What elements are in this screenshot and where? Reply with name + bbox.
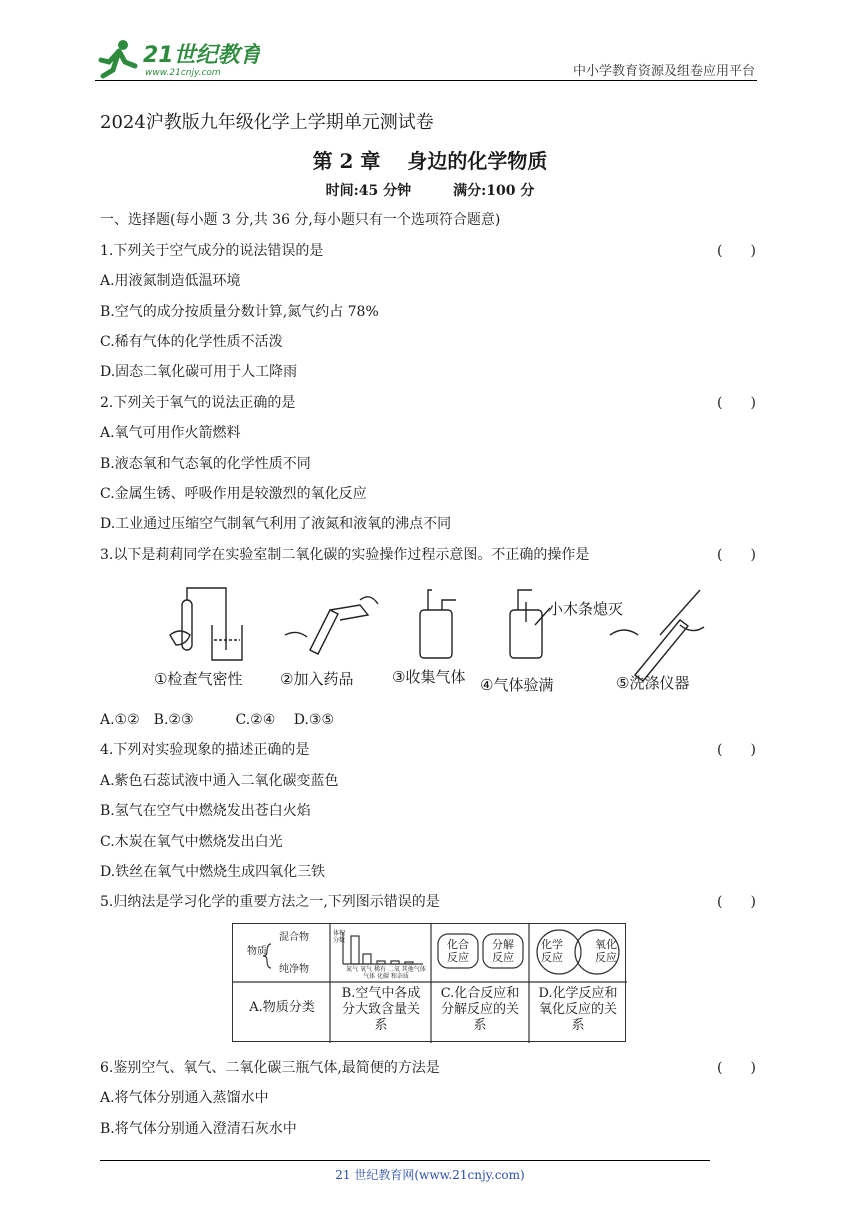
- airtightness-check-illustration: [170, 588, 242, 660]
- b-chart-ylabel: 体积分数: [333, 930, 346, 944]
- b-chart-xlabels: 氮气 氧气 稀有 二氧 其他气体: [346, 966, 426, 973]
- logo-url: www.21cnjy.com: [145, 68, 221, 78]
- option-c-caption: C.化合反应和分解反应的关系: [440, 986, 520, 1033]
- question-5-stem: 5.归纳法是学习化学的重要方法之一,下列图示错误的是: [100, 894, 440, 910]
- a-substance-label: 物质: [247, 946, 267, 957]
- a-mixture-label: 混合物: [279, 932, 309, 943]
- question-6-answer-blank: ( ): [717, 1060, 756, 1076]
- section-heading: 一、选择题(每小题 3 分,共 36 分,每小题只有一个选项符合题意): [100, 212, 501, 228]
- exam-title: 2024沪教版九年级化学上学期单元测试卷: [100, 112, 434, 133]
- q3-lab-figure: [140, 580, 720, 700]
- question-3-options: A.①② B.②③ C.②④ D.③⑤: [100, 712, 334, 728]
- question-1-option-c: C.稀有气体的化学性质不活泼: [100, 334, 283, 350]
- question-6-stem: 6.鉴别空气、氧气、二氧化碳三瓶气体,最简便的方法是: [100, 1060, 440, 1076]
- figure-label-3: ③收集气体: [392, 668, 466, 686]
- question-4-stem: 4.下列对实验现象的描述正确的是: [100, 742, 310, 758]
- question-1-stem: 1.下列关于空气成分的说法错误的是: [100, 243, 324, 259]
- question-3-stem: 3.以下是莉莉同学在实验室制二氧化碳的实验操作过程示意图。不正确的操作是: [100, 547, 590, 563]
- question-5-answer-blank: ( ): [717, 894, 756, 910]
- option-d-caption: D.化学反应和氧化反应的关系: [538, 986, 618, 1033]
- question-6-option-a: A.将气体分别通入蒸馏水中: [100, 1090, 269, 1106]
- question-2-option-a: A.氧气可用作火箭燃料: [100, 425, 241, 441]
- question-2-answer-blank: ( ): [717, 395, 756, 411]
- figure-label-1: ①检查气密性: [154, 670, 243, 688]
- question-4-option-b: B.氢气在空气中燃烧发出苍白火焰: [100, 803, 311, 819]
- c-decomposition-reaction-label: 分解反应: [492, 938, 514, 964]
- figure-label-4: ④气体验满: [480, 676, 554, 694]
- footer-site-link[interactable]: 21 世纪教育网(www.21cnjy.com): [335, 1168, 525, 1182]
- air-composition-mini-chart: [343, 932, 423, 964]
- header-divider: [95, 80, 757, 81]
- question-4-option-c: C.木炭在氧气中燃烧发出白光: [100, 834, 283, 850]
- option-a-caption: A.物质分类: [249, 1000, 315, 1015]
- logo: [95, 36, 260, 80]
- gas-collection-illustration: [420, 590, 456, 658]
- question-3-answer-blank: ( ): [717, 547, 756, 563]
- figure-label-5: ⑤洗涤仪器: [616, 674, 690, 692]
- question-4-option-d: D.铁丝在氧气中燃烧生成四氧化三铁: [100, 864, 326, 880]
- question-1-option-b: B.空气的成分按质量分数计算,氮气约占 78%: [100, 304, 379, 320]
- chapter-title: 第 2 章 身边的化学物质: [312, 149, 548, 173]
- question-2-option-d: D.工业通过压缩空气制氧气利用了液氮和液氧的沸点不同: [100, 516, 452, 532]
- c-combination-reaction-label: 化合反应: [447, 938, 469, 964]
- question-6-option-b: B.将气体分别通入澄清石灰水中: [100, 1121, 297, 1137]
- d-chemical-reaction-label: 化学反应: [541, 938, 563, 964]
- logo-text: 21世纪教育: [143, 43, 260, 68]
- question-2-stem: 2.下列关于氧气的说法正确的是: [100, 395, 296, 411]
- question-1-answer-blank: ( ): [717, 243, 756, 259]
- exam-meta: 时间:45 分钟 满分:100 分: [325, 183, 535, 199]
- header-platform-text: 中小学教育资源及组卷应用平台: [572, 64, 755, 79]
- figure-label-2: ②加入药品: [280, 670, 354, 688]
- question-4-answer-blank: ( ): [717, 742, 756, 758]
- a-pure-label: 纯净物: [279, 964, 309, 975]
- q5-options-table: [232, 923, 626, 1042]
- footer-divider: [100, 1160, 710, 1161]
- wash-apparatus-illustration: [610, 590, 704, 681]
- question-4-option-a: A.紫色石蕊试液中通入二氧化碳变蓝色: [100, 773, 339, 789]
- b-chart-xlabels-2: 气体 化碳 和杂质: [363, 973, 409, 980]
- question-1-option-d: D.固态二氧化碳可用于人工降雨: [100, 364, 298, 380]
- option-b-caption: B.空气中各成分大致含量关系: [341, 986, 421, 1033]
- question-2-option-c: C.金属生锈、呼吸作用是较激烈的氧化反应: [100, 486, 367, 502]
- add-reagent-illustration: [285, 597, 378, 654]
- question-2-option-b: B.液态氧和气态氧的化学性质不同: [100, 456, 311, 472]
- question-1-option-a: A.用液氮制造低温环境: [100, 273, 241, 289]
- gas-full-test-illustration: [510, 590, 550, 658]
- figure-annotation: 小木条熄灭: [548, 600, 624, 618]
- d-oxidation-reaction-label: 氧化反应: [595, 938, 617, 964]
